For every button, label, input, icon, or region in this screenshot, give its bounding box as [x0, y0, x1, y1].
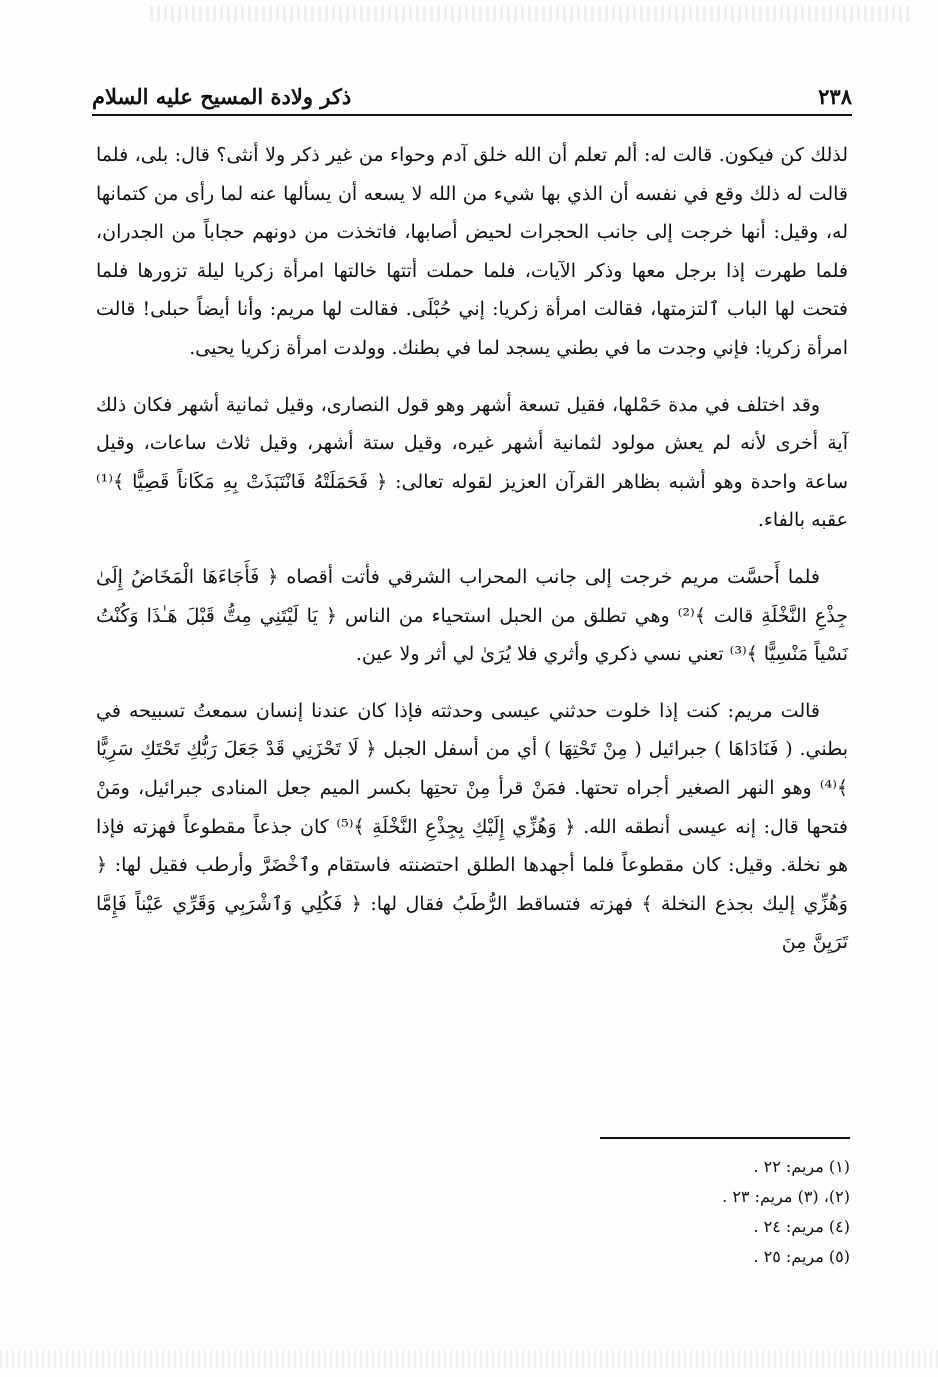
- paragraph: قالت مريم: كنت إذا خلوت حدثني عيسى وحدثته فإذا كان عندنا إنسان سمعتُ تسبيحه في بطني. ( فَنَادَاهَا ) جبرائيل ( مِنْ تَحْتِهَا ) أي من أسفل الجبل ﴿ لَا تَحْزَنِي قَدْ جَعَلَ رَبُّكِ تَحْتَكِ سَرِيًّا ﴾⁽⁴⁾ وهو النهر الصغير أجراه تحتها. فمَنْ قرأ مِنْ تحتِها بكسر الميم جعل المنادى جبرائيل، ومَنْ فتحها قال: إنه عيسى أنطقه الله. ﴿ وَهُزِّي إِلَيْكِ بِجِذْعِ النَّخْلَةِ ﴾⁽⁵⁾ كان جذعاً مقطوعاً فهزته فإذا هو نخلة. وقيل: كان مقطوعاً فلما أجهدها الطلق احتضنته فاستقام وٱخْضَرَّ وأرطب فقيل لها: ﴿ وَهُزِّي إليك بجذع النخلة ﴾ فهزته فتساقط الرُّطَبُ فقال لها: ﴿ فَكُلِي وَٱشْرَبِي وَقَرِّي عَيْناً فَإِمَّا تَرَيِنَّ مِنَ: [96, 699, 848, 954]
- footnotes: [500, 1152, 850, 1272]
- scan-artifact-top: [150, 6, 910, 22]
- main-text: [96, 136, 848, 980]
- paragraph: وقد اختلف في مدة حَمْلها، فقيل تسعة أشهر وهو قول النصارى، وقيل ثمانية أشهر فكان ذلك آية أخرى لأنه لم يعش مولود لثمانية أشهر غيره، وقيل ستة أشهر، وقيل ثلاث ساعات، وقيل ساعة واحدة وهو أشبه بظاهر القرآن العزيز لقوله تعالى: ﴿ فَحَمَلَتْهُ فَانْتَبَذَتْ بِهِ مَكَاناً قَصِيًّا ﴾⁽¹⁾ عقبه بالفاء.: [96, 393, 848, 532]
- scan-artifact-bottom: [0, 1350, 938, 1368]
- footnote: (٢)، (٣) مريم: ٢٣ .: [722, 1187, 850, 1206]
- running-title: ذكر ولادة المسيح عليه السلام: [92, 83, 352, 109]
- footnote: (١) مريم: ٢٢ .: [753, 1157, 850, 1176]
- page-header: [92, 80, 852, 112]
- paragraph: لذلك كن فيكون. قالت له: ألم تعلم أن الله خلق آدم وحواء من غير ذكر ولا أنثى؟ قال: بلى، فلما قالت له ذلك وقع في نفسه أن الذي بها شيء من الله لا يسعه أن يسألها عنه لما رأى من كتمانها له، وقيل: أنها خرجت إلى جانب الحجرات لحيض أصابها، فاتخذت من دونهم حجاباً من الجدران، فلما طهرت إذا برجل معها وذكر الآيات، فلما حملت أتتها خالتها امرأة زكريا ليلة تزورها فلما فتحت لها الباب ٱلتزمتها، فقالت امرأة زكريا: إني حُبْلَى. فقالت لها مريم: وأنا أيضاً حبلى! قالت امرأة زكريا: فإني وجدت ما في بطني يسجد لما في بطنك. وولدت امرأة زكريا يحيى.: [96, 144, 848, 359]
- page-number: ٢٣٨: [818, 83, 852, 109]
- footnote: (٤) مريم: ٢٤ .: [753, 1217, 850, 1236]
- header-rule: [92, 114, 852, 116]
- paragraph: فلما أَحسَّت مريم خرجت إلى جانب المحراب الشرقي فأتت أقصاه ﴿ فَأَجَاءَهَا الْمَخَاضُ إِلَىٰ جِذْعِ النَّخْلَةِ قالت ﴾⁽²⁾ وهي تطلق من الحبل استحياء من الناس ﴿ يَا لَيْتَنِي مِتُّ قَبْلَ هَـٰذَا وَكُنْتُ نَسْياً مَنْسِيًّا ﴾⁽³⁾ تعني نسي ذكري وأثري فلا يُرَىٰ لي أثر ولا عين.: [96, 565, 848, 666]
- footnote-rule: [600, 1137, 850, 1139]
- footnote: (٥) مريم: ٢٥ .: [753, 1247, 850, 1266]
